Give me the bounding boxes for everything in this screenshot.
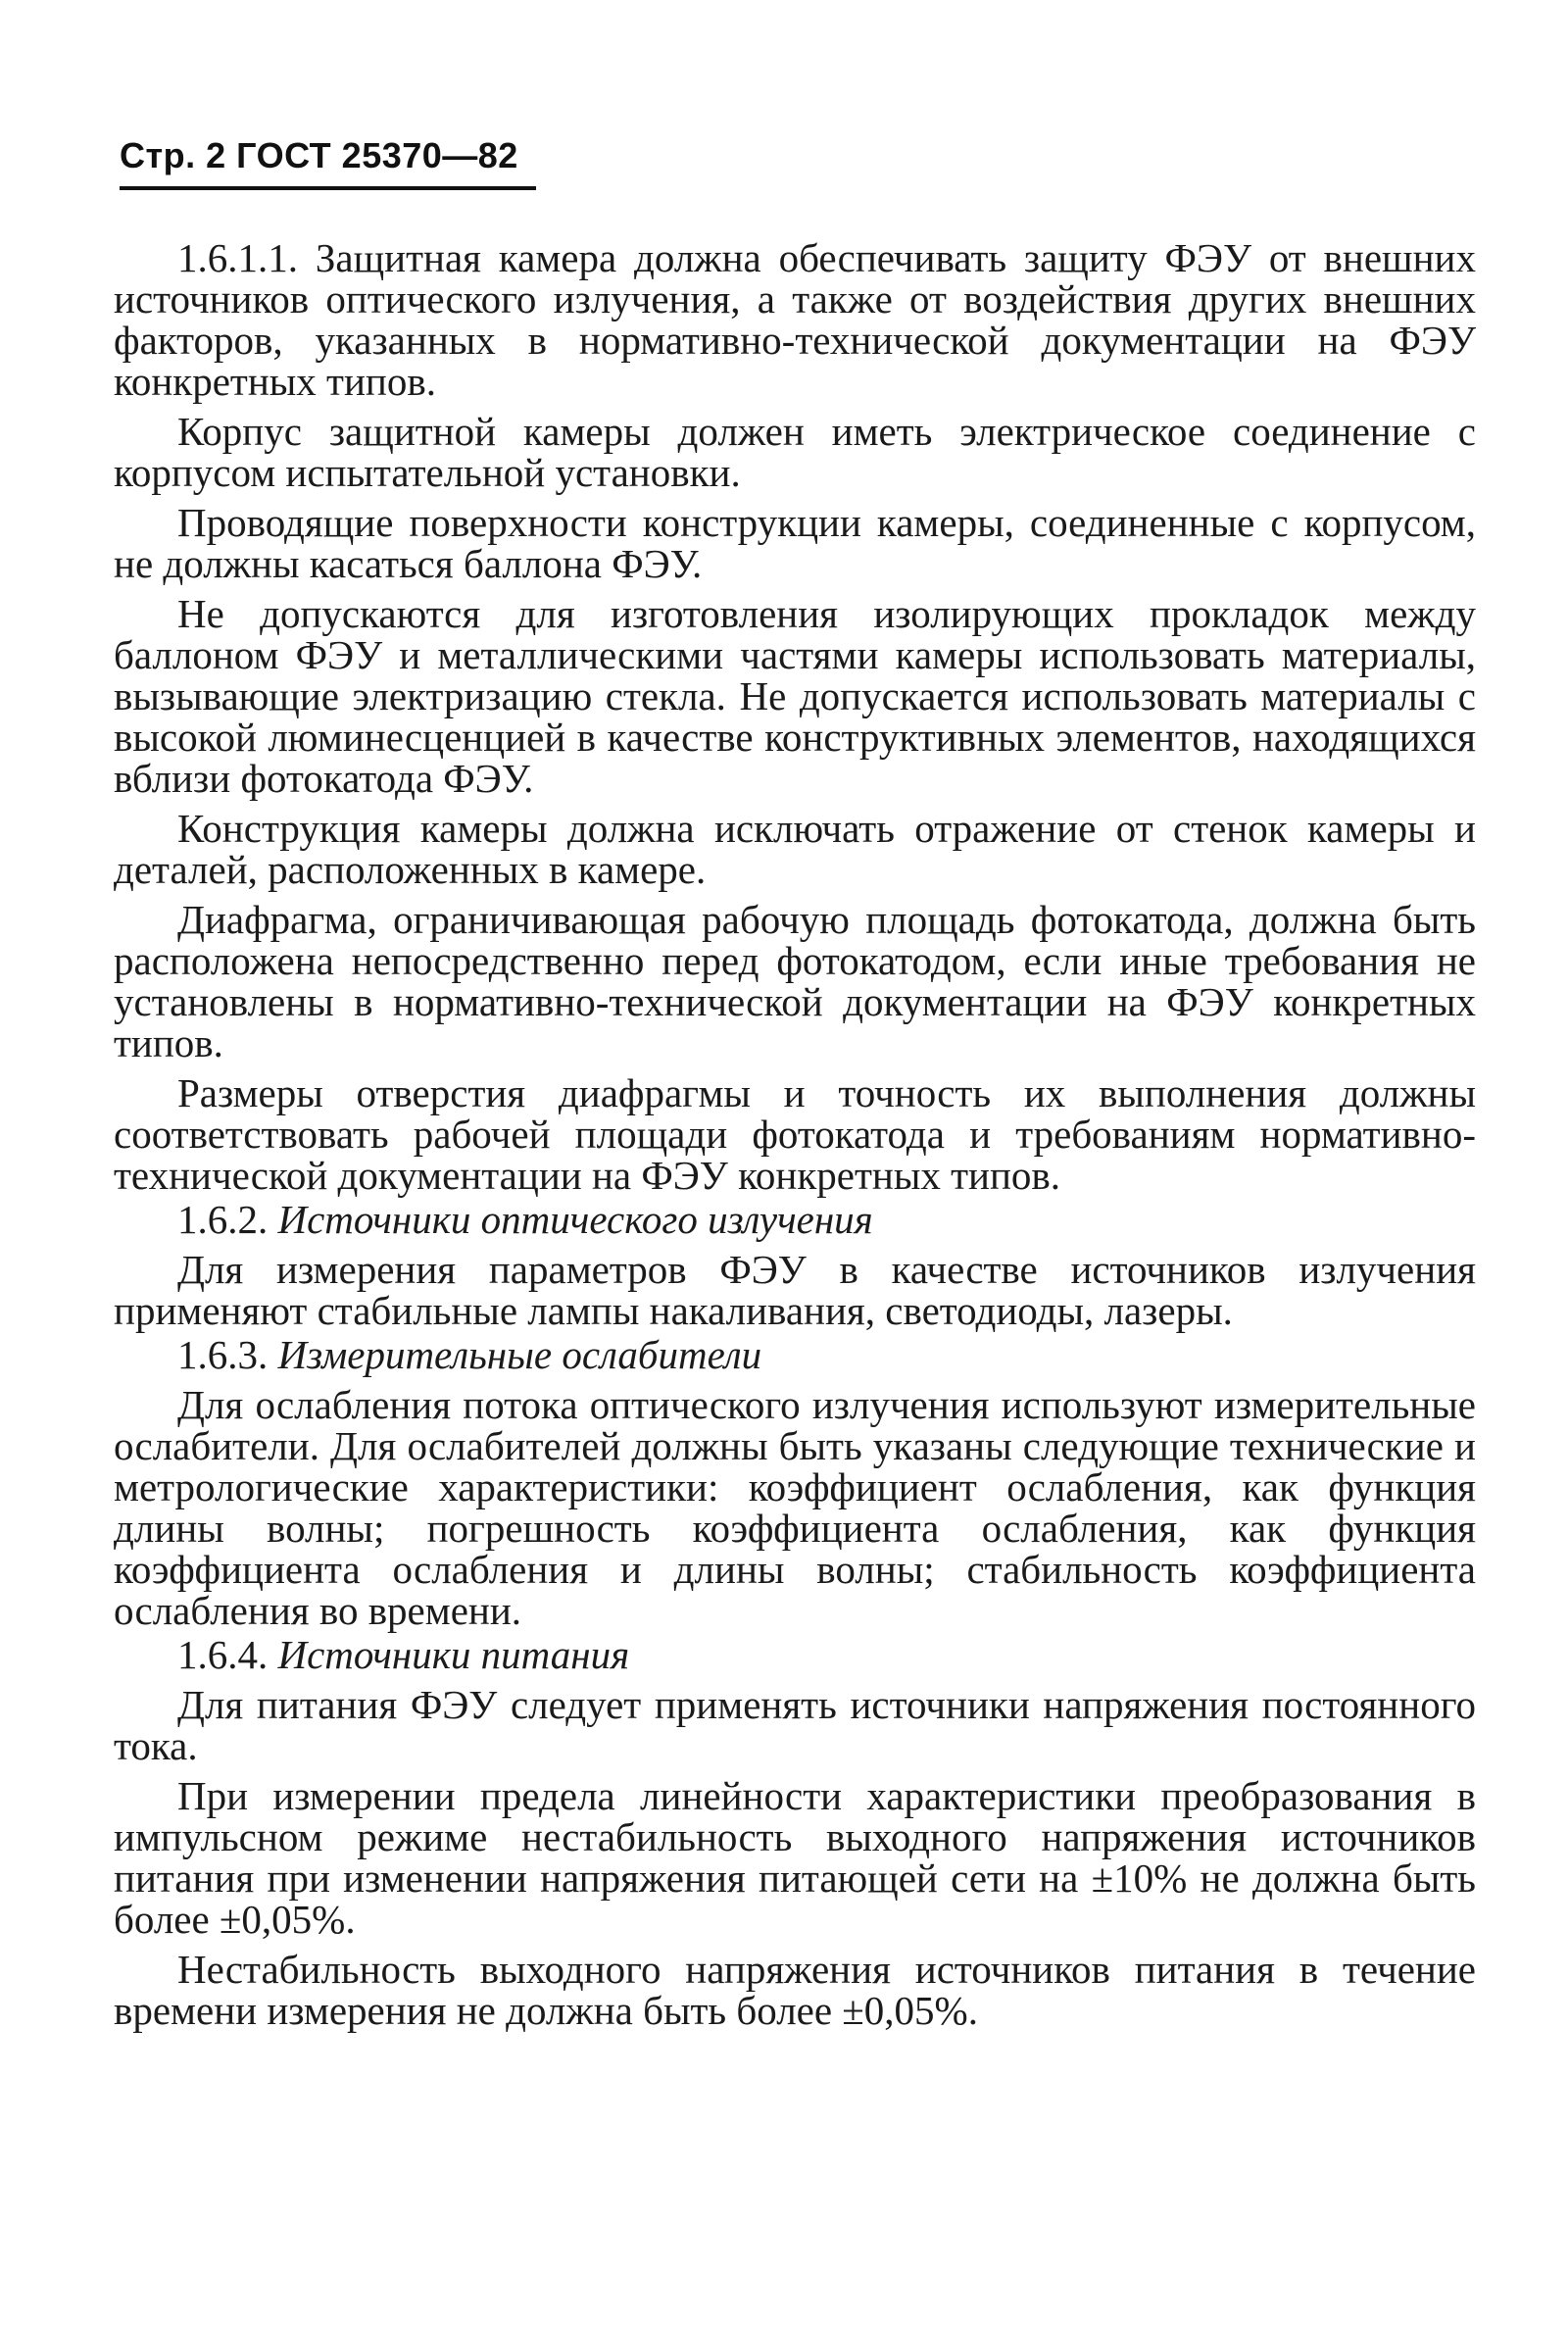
paragraph-measurement-instability: Нестабильность выходного напряжения источников питания в течение времени измерения не должна быть более ±0,05%.: [114, 1947, 1476, 2033]
paragraph-diaphragm: Диафрагма, ограничивающая рабочую площадь фотокатода, должна быть расположена непосредственно перед фотокатодом, если иные требования не установлены в нормативно-технической документации на ФЭУ конкретных типов.: [114, 897, 1476, 1065]
paragraph-aperture-size: Размеры отверстия диафрагмы и точность их выполнения должны соответствовать рабочей площади фотокатода и требованиям нормативно-технической документации на ФЭУ конкретных типов.: [114, 1070, 1476, 1198]
section-number: 1.6.4.: [177, 1632, 269, 1677]
section-title: Измерительные ослабители: [277, 1332, 762, 1377]
section-heading-1-6-4: [114, 1634, 1476, 1675]
paragraph-conductive-surfaces: Проводящие поверхности конструкции камеры, соединенные с корпусом, не должны касаться баллона ФЭУ.: [114, 500, 1476, 586]
section-heading-1-6-3: [114, 1334, 1476, 1375]
paragraph-1-6-1-1: 1.6.1.1. Защитная камера должна обеспечивать защиту ФЭУ от внешних источников оптического излучения, а также от воздействия других внешних факторов, указанных в нормативно-технической документации на ФЭУ конкретных типов.: [114, 235, 1476, 404]
paragraph-housing: Корпус защитной камеры должен иметь электрическое соединение с корпусом испытательной установки.: [114, 409, 1476, 495]
paragraph-power-supply: Для питания ФЭУ следует применять источники напряжения постоянного тока.: [114, 1682, 1476, 1768]
header-rule: [120, 186, 536, 190]
paragraph-attenuators: Для ослабления потока оптического излучения используют измерительные ослабители. Для ослабителей должны быть указаны следующие технические и метрологические характеристики: коэффициент ослабления, как функция длины волны; погрешность коэффициента ослабления, как функция коэффициента ослабления и длины волны; стабильность коэффициента ослабления во времени.: [114, 1382, 1476, 1633]
paragraph-reflection: Конструкция камеры должна исключать отражение от стенок камеры и деталей, расположенных в камере.: [114, 806, 1476, 892]
section-title: Источники питания: [277, 1632, 630, 1677]
section-title: Источники оптического излучения: [277, 1197, 873, 1242]
section-number: 1.6.3.: [177, 1332, 269, 1377]
paragraph-light-sources: Для измерения параметров ФЭУ в качестве источников излучения применяют стабильные лампы накаливания, светодиоды, лазеры.: [114, 1247, 1476, 1333]
paragraph-pulse-mode-instability: При измерении предела линейности характеристики преобразования в импульсном режиме нестабильность выходного напряжения источников питания при изменении напряжения питающей сети на ±10% не должна быть более ±0,05%.: [114, 1773, 1476, 1942]
section-heading-1-6-2: [114, 1199, 1476, 1240]
page-header: Стр. 2 ГОСТ 25370—82: [120, 135, 518, 175]
paragraph-insulating-materials: Не допускаются для изготовления изолирующих прокладок между баллоном ФЭУ и металлическими частями камеры использовать материалы, вызывающие электризацию стекла. Не допускается использовать материалы с высокой люминесценцией в качестве конструктивных элементов, находящихся вблизи фотокатода ФЭУ.: [114, 591, 1476, 801]
section-number: 1.6.2.: [177, 1197, 269, 1242]
document-body: [114, 237, 1476, 2040]
